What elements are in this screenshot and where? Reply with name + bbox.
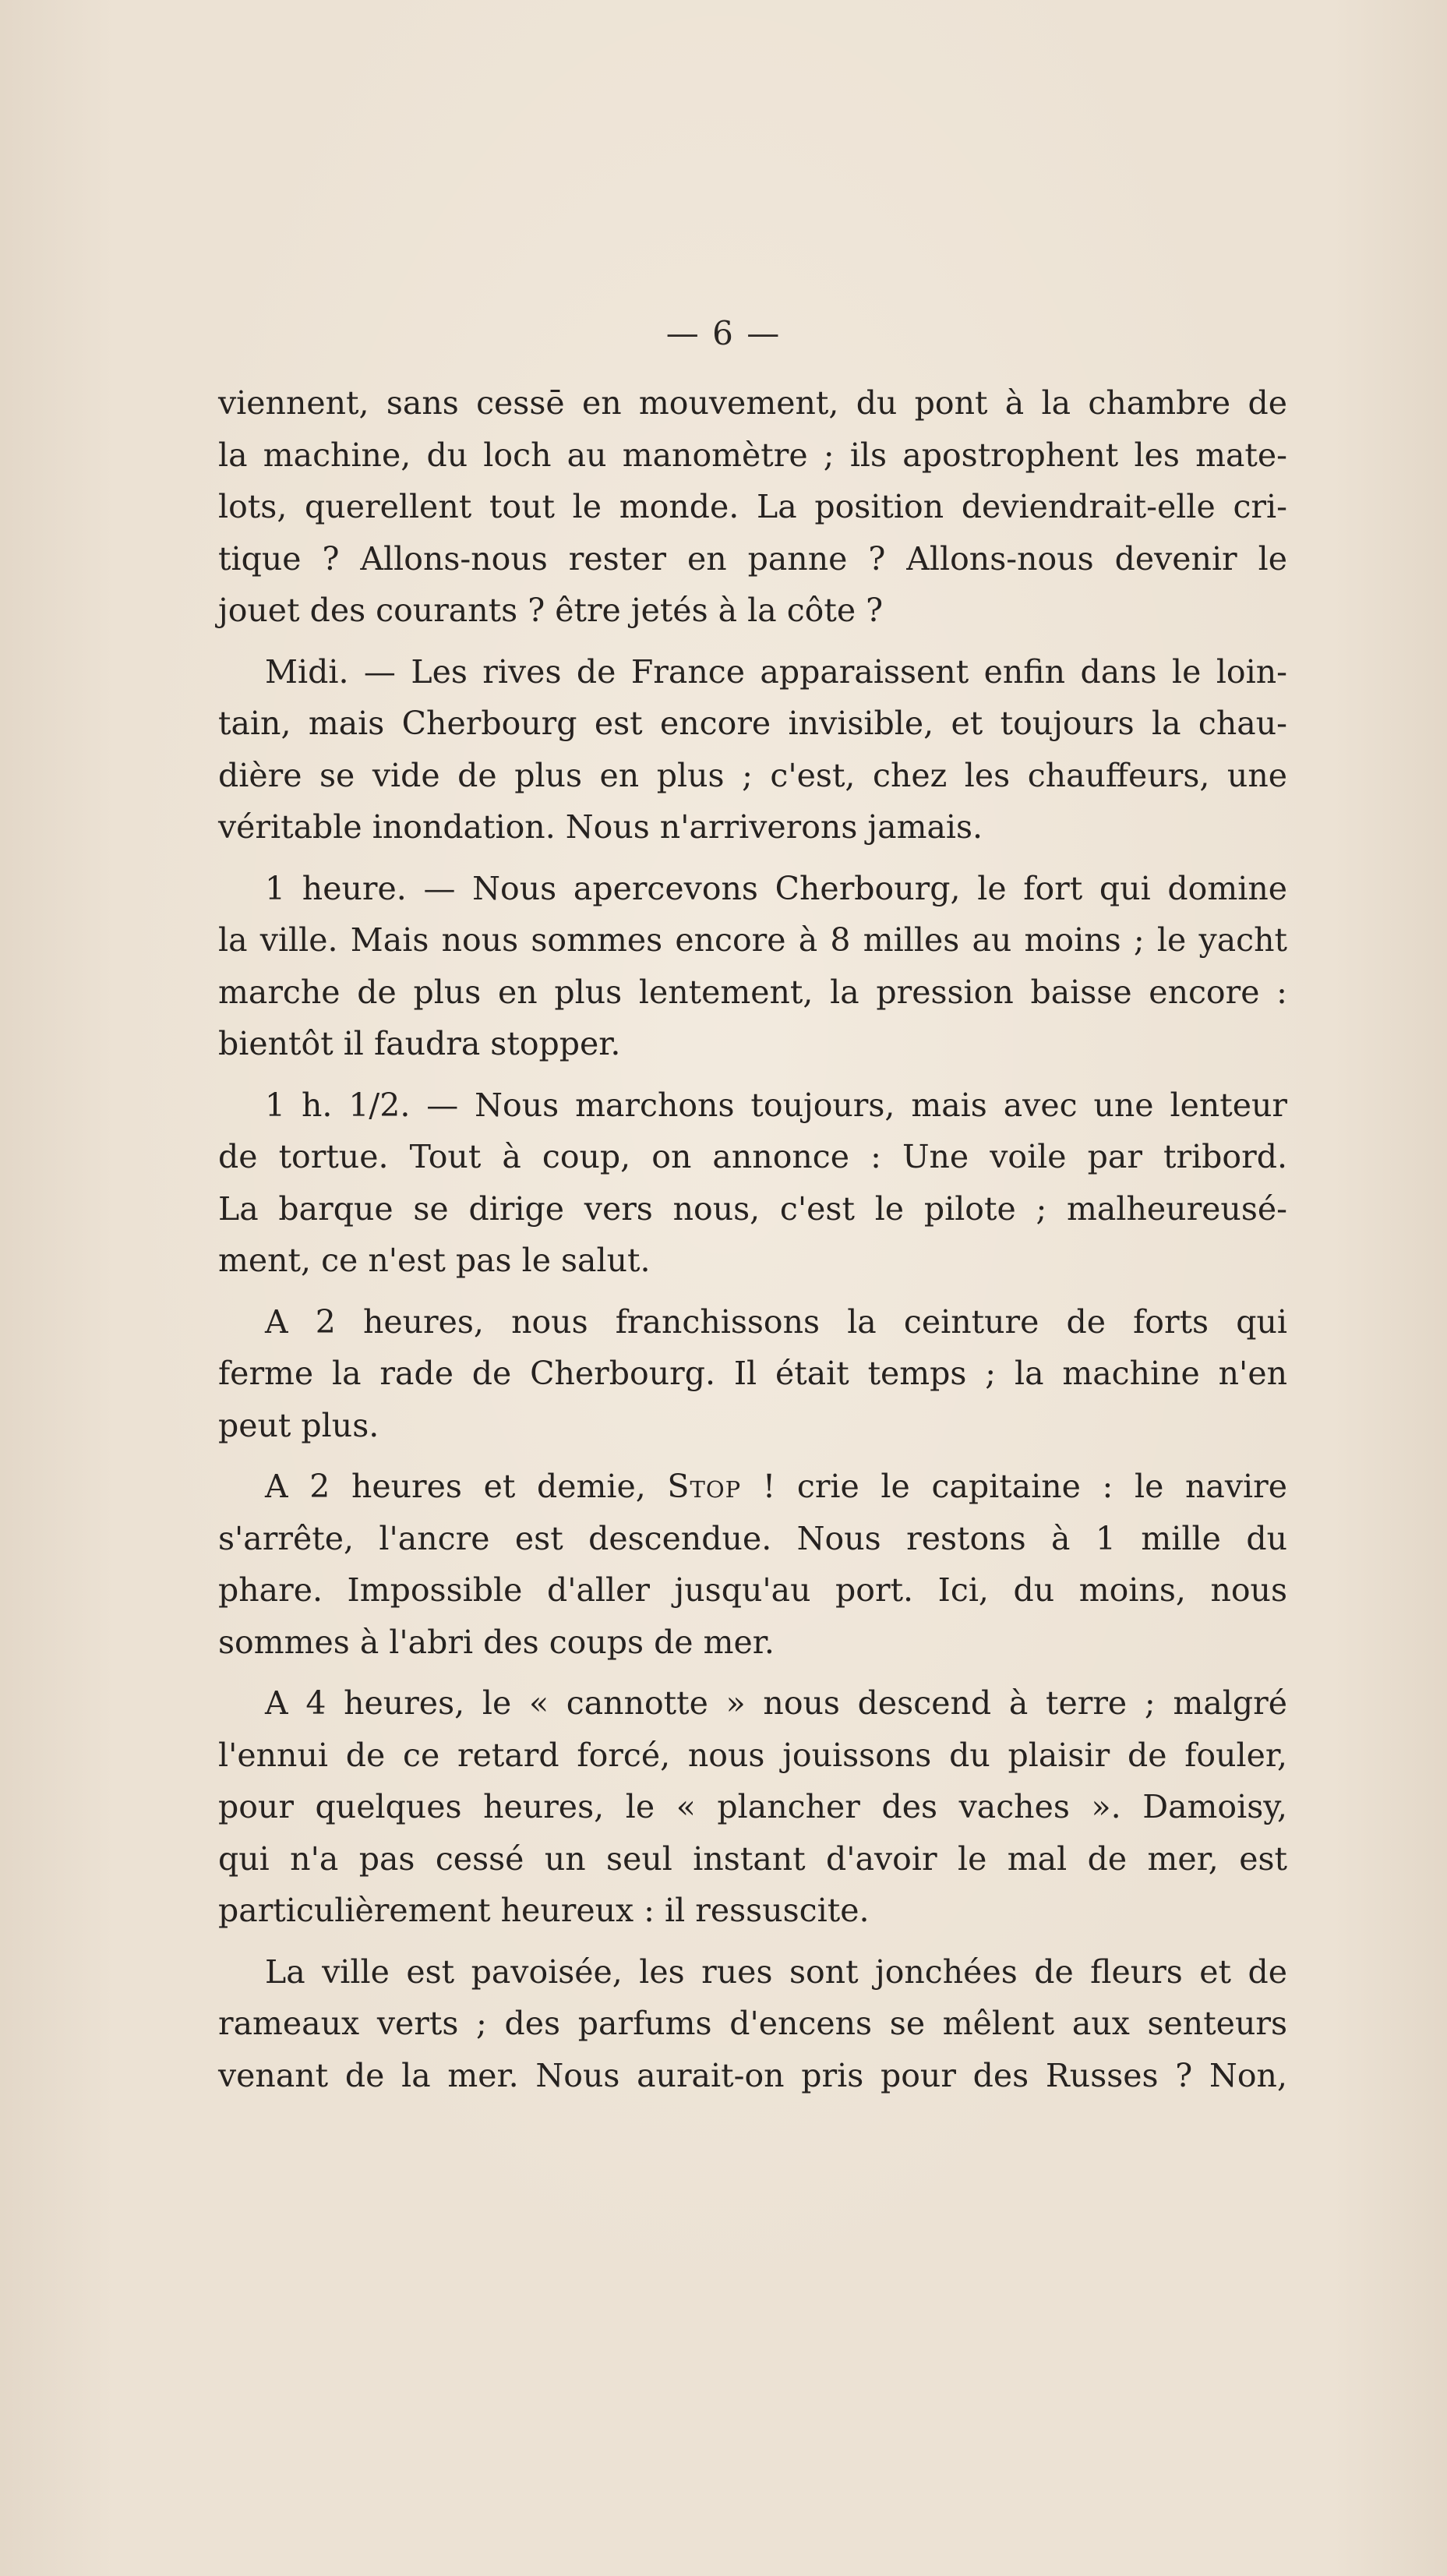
text-line: La barque se dirige vers nous, c'est le pilote ; malheureusé-: [218, 1189, 1287, 1228]
text-line: dière se vide de plus en plus ; c'est, chez les chauffeurs, une: [218, 756, 1287, 794]
text-line: sommes à l'abri des coups de mer.: [218, 1623, 775, 1661]
text-line: ment, ce n'est pas le salut.: [218, 1242, 651, 1279]
text-line: La ville est pavoisée, les rues sont jonchées de fleurs et de: [265, 1952, 1287, 1991]
text-line: 1 h. 1/2. — Nous marchons toujours, mais avec une lenteur: [265, 1086, 1287, 1124]
text-line: bientôt il faudra stopper.: [218, 1025, 621, 1062]
text-line: phare. Impossible d'aller jusqu'au port. Ici, du moins, nous: [218, 1571, 1287, 1609]
text-line: marche de plus en plus lentement, la pression baisse encore :: [218, 973, 1287, 1011]
text-line: la ville. Mais nous sommes encore à 8 milles au moins ; le yacht: [218, 921, 1287, 959]
paragraph-2-heures-et-demie: [218, 1461, 1287, 1668]
text-line: ferme la rade de Cherbourg. Il était temps ; la machine n'en: [218, 1355, 1287, 1392]
text-line: Midi. — Les rives de France apparaissent enfin dans le loin-: [265, 652, 1287, 691]
text-line: l'ennui de ce retard forcé, nous jouissons du plaisir de fouler,: [218, 1736, 1287, 1774]
body-text: [218, 377, 1287, 2111]
text-line: pour quelques heures, le « plancher des vaches ». Damoisy,: [218, 1788, 1287, 1825]
page-number: — 6 —: [665, 314, 782, 352]
text-line: tain, mais Cherbourg est encore invisible, et toujours la chau-: [218, 705, 1287, 742]
text-line: tique ? Allons-nous rester en panne ? Allons-nous devenir le: [218, 539, 1287, 578]
text-line: peut plus.: [218, 1406, 379, 1444]
text-line: jouet des courants ? être jetés à la côte ?: [218, 592, 884, 629]
text-fragment: ! crie le capitaine : le navire: [741, 1468, 1287, 1505]
text-line: A 2 heures, nous franchissons la ceinture de forts qui: [265, 1302, 1287, 1341]
text-line: venant de la mer. Nous aurait-on pris pour des Russes ? Non,: [218, 2056, 1287, 2094]
text-line: [218, 1461, 1287, 1513]
text-line: 1 heure. — Nous apercevons Cherbourg, le fort qui domine: [265, 869, 1287, 907]
text-line: de tortue. Tout à coup, on annonce : Une voile par tribord.: [218, 1138, 1287, 1175]
paragraph-1h-1-2: [218, 1080, 1287, 1287]
paragraph-4-heures: [218, 1677, 1287, 1937]
text-line: la machine, du loch au manomètre ; ils apostrophent les mate-: [218, 436, 1287, 474]
stop-word: Stop: [667, 1468, 742, 1505]
paragraph-la-ville: [218, 1946, 1287, 2102]
text-line: lots, querellent tout le monde. La position deviendrait-elle cri-: [218, 488, 1287, 525]
paragraph-2-heures: [218, 1296, 1287, 1452]
paragraph-1-heure: [218, 863, 1287, 1070]
text-line: particulièrement heureux : il ressuscite.: [218, 1892, 870, 1929]
text-line: A 4 heures, le « cannotte » nous descend à terre ; malgré: [265, 1684, 1287, 1722]
text-fragment: A 2 heures et demie,: [265, 1468, 668, 1505]
text-line: qui n'a pas cessé un seul instant d'avoir le mal de mer, est: [218, 1839, 1287, 1878]
text-line: véritable inondation. Nous n'arriverons jamais.: [218, 808, 983, 846]
text-line: viennent, sans cessē en mouvement, du pont à la chambre de: [218, 384, 1287, 422]
text-line: s'arrête, l'ancre est descendue. Nous restons à 1 mille du: [218, 1519, 1287, 1557]
text-line: rameaux verts ; des parfums d'encens se mêlent aux senteurs: [218, 2005, 1287, 2042]
paragraph-midi: [218, 646, 1287, 853]
paragraph-1: [218, 377, 1287, 637]
